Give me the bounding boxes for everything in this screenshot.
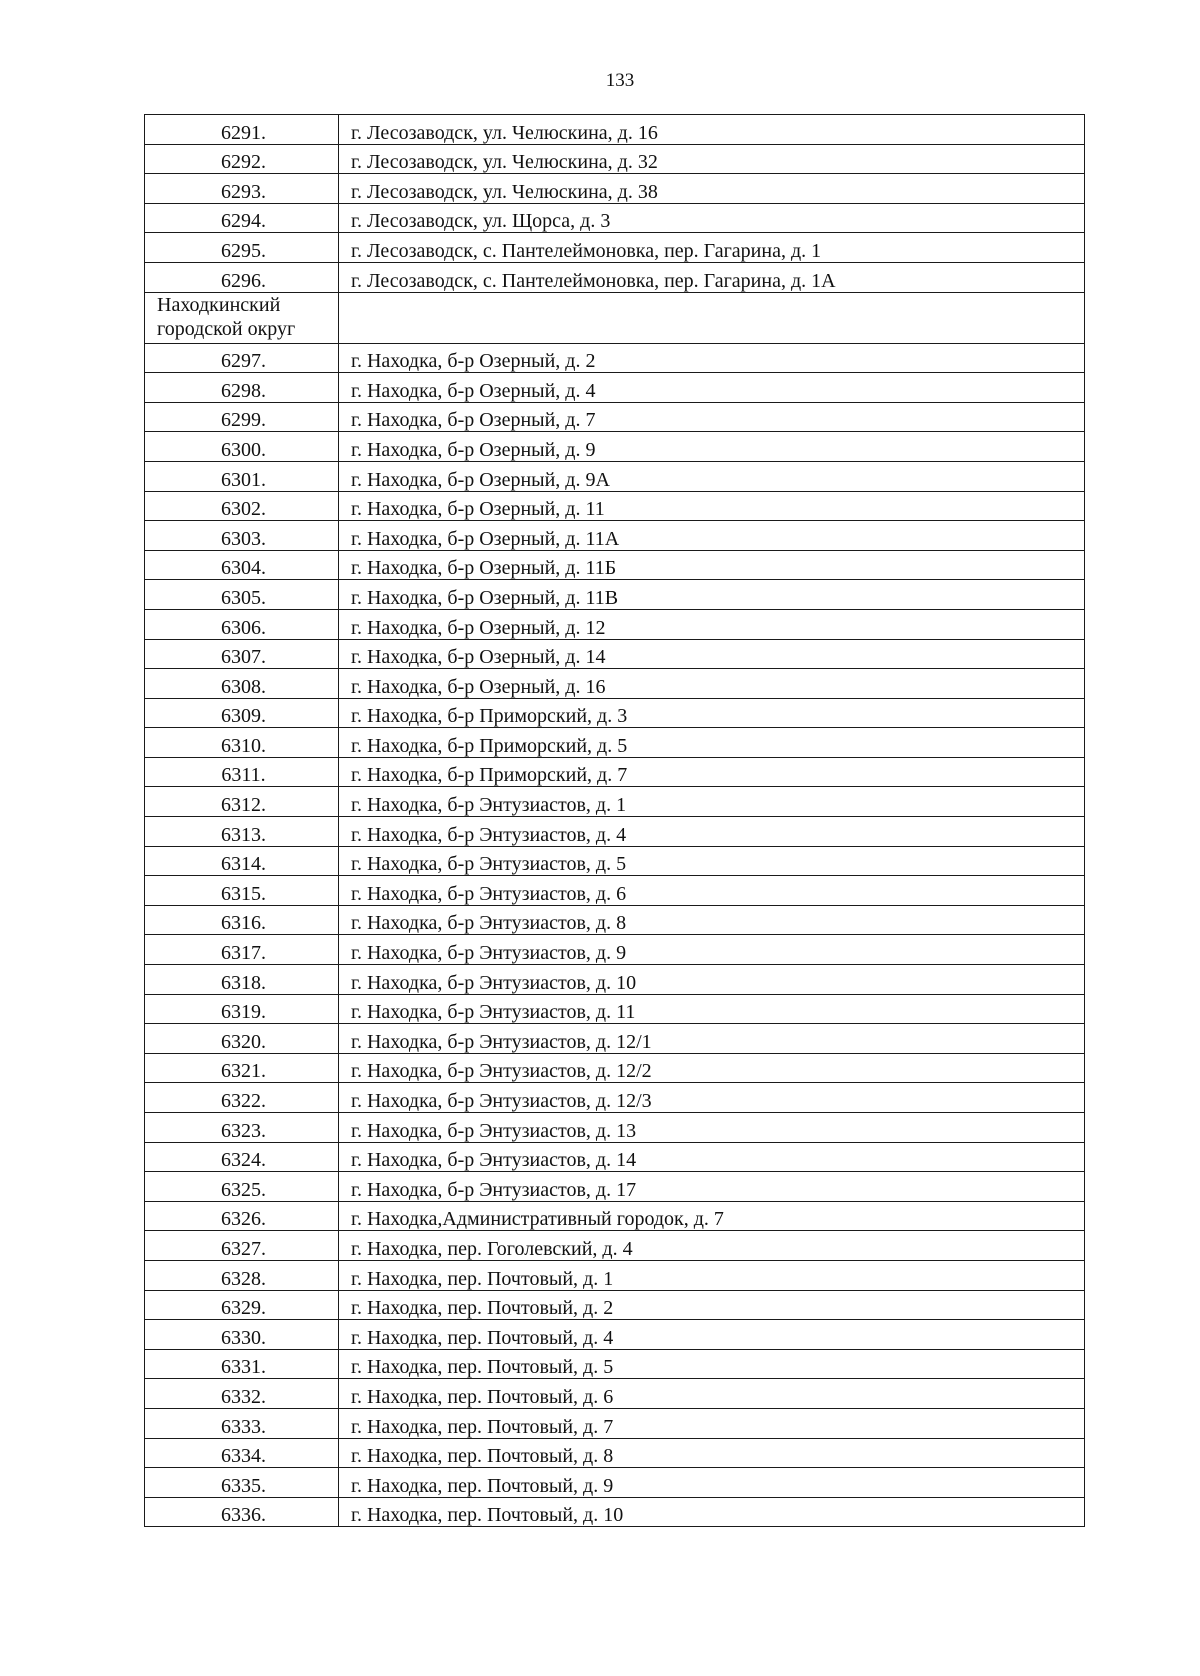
table-row — [145, 609, 1085, 639]
row-address-cell: г. Находка, б-р Озерный, д. 14 — [339, 639, 1085, 669]
row-address-cell: г. Находка, б-р Озерный, д. 11Б — [339, 550, 1085, 580]
table-row — [145, 757, 1085, 787]
row-number-cell: 6336. — [145, 1497, 339, 1527]
row-number-cell: 6319. — [145, 994, 339, 1024]
table-row — [145, 1260, 1085, 1290]
row-number-cell: 6317. — [145, 935, 339, 965]
section-label-cell — [145, 292, 339, 343]
table-row — [145, 965, 1085, 995]
row-number-cell: 6302. — [145, 491, 339, 521]
row-address-cell: г. Находка, б-р Энтузиастов, д. 12/2 — [339, 1053, 1085, 1083]
row-number-cell: 6307. — [145, 639, 339, 669]
row-address-cell: г. Находка, б-р Энтузиастов, д. 6 — [339, 876, 1085, 906]
row-address-cell: г. Находка, б-р Озерный, д. 12 — [339, 609, 1085, 639]
table-row — [145, 1172, 1085, 1202]
table-row — [145, 669, 1085, 699]
row-address-cell: г. Находка, б-р Озерный, д. 2 — [339, 343, 1085, 373]
row-address-cell: г. Находка, б-р Энтузиастов, д. 13 — [339, 1113, 1085, 1143]
table-row — [145, 639, 1085, 669]
section-label-line2: городской округ — [157, 317, 296, 340]
table-row — [145, 1113, 1085, 1143]
row-address-cell: г. Лесозаводск, ул. Челюскина, д. 16 — [339, 115, 1085, 145]
row-address-cell: г. Находка, б-р Энтузиастов, д. 12/3 — [339, 1083, 1085, 1113]
table-row — [145, 787, 1085, 817]
row-address-cell: г. Находка, б-р Энтузиастов, д. 5 — [339, 846, 1085, 876]
row-address-cell: г. Находка, б-р Озерный, д. 11А — [339, 521, 1085, 551]
row-address-cell: г. Находка, б-р Приморский, д. 7 — [339, 757, 1085, 787]
table-row — [145, 1024, 1085, 1054]
row-number-cell: 6333. — [145, 1408, 339, 1438]
row-address-cell: г. Находка, б-р Озерный, д. 11 — [339, 491, 1085, 521]
table-row — [145, 846, 1085, 876]
row-address-cell: г. Находка, пер. Почтовый, д. 7 — [339, 1408, 1085, 1438]
table-row — [145, 1290, 1085, 1320]
row-number-cell: 6318. — [145, 965, 339, 995]
table-row — [145, 1497, 1085, 1527]
address-table — [144, 114, 1085, 1527]
row-address-cell: г. Лесозаводск, с. Пантелеймоновка, пер. Гагарина, д. 1 — [339, 233, 1085, 263]
row-address-cell: г. Находка, б-р Энтузиастов, д. 17 — [339, 1172, 1085, 1202]
row-address-cell: г. Лесозаводск, ул. Челюскина, д. 32 — [339, 144, 1085, 174]
row-number-cell: 6325. — [145, 1172, 339, 1202]
row-number-cell: 6330. — [145, 1320, 339, 1350]
row-number-cell: 6310. — [145, 728, 339, 758]
table-body-top — [145, 115, 1085, 293]
row-number-cell: 6329. — [145, 1290, 339, 1320]
row-number-cell: 6323. — [145, 1113, 339, 1143]
row-number-cell: 6296. — [145, 262, 339, 292]
page-number: 133 — [605, 70, 635, 91]
row-number-cell: 6326. — [145, 1201, 339, 1231]
table-body-bottom — [145, 343, 1085, 1527]
table-row — [145, 1201, 1085, 1231]
row-address-cell: г. Находка,Административный городок, д. 7 — [339, 1201, 1085, 1231]
table-row — [145, 550, 1085, 580]
row-address-cell: г. Находка, пер. Почтовый, д. 1 — [339, 1260, 1085, 1290]
row-number-cell: 6334. — [145, 1438, 339, 1468]
table-row — [145, 1468, 1085, 1498]
table-row — [145, 1320, 1085, 1350]
row-address-cell: г. Находка, пер. Почтовый, д. 6 — [339, 1379, 1085, 1409]
table-row — [145, 817, 1085, 847]
row-address-cell: г. Находка, пер. Почтовый, д. 8 — [339, 1438, 1085, 1468]
row-number-cell: 6306. — [145, 609, 339, 639]
row-address-cell: г. Находка, б-р Энтузиастов, д. 14 — [339, 1142, 1085, 1172]
row-number-cell: 6312. — [145, 787, 339, 817]
row-number-cell: 6311. — [145, 757, 339, 787]
row-address-cell: г. Находка, б-р Энтузиастов, д. 9 — [339, 935, 1085, 965]
table-row — [145, 1053, 1085, 1083]
row-number-cell: 6327. — [145, 1231, 339, 1261]
row-number-cell: 6301. — [145, 461, 339, 491]
row-number-cell: 6332. — [145, 1379, 339, 1409]
address-table-container — [144, 114, 1084, 1527]
row-number-cell: 6305. — [145, 580, 339, 610]
table-row — [145, 174, 1085, 204]
row-address-cell: г. Находка, б-р Приморский, д. 5 — [339, 728, 1085, 758]
table-row — [145, 203, 1085, 233]
table-row — [145, 580, 1085, 610]
table-row — [145, 461, 1085, 491]
table-row — [145, 1083, 1085, 1113]
table-row — [145, 1231, 1085, 1261]
row-address-cell: г. Находка, пер. Почтовый, д. 9 — [339, 1468, 1085, 1498]
row-address-cell: г. Находка, пер. Почтовый, д. 5 — [339, 1349, 1085, 1379]
table-row — [145, 728, 1085, 758]
row-address-cell: г. Находка, б-р Озерный, д. 11В — [339, 580, 1085, 610]
section-label-line1: Находкинский — [157, 293, 281, 316]
table-row — [145, 115, 1085, 145]
row-number-cell: 6328. — [145, 1260, 339, 1290]
row-address-cell: г. Находка, б-р Энтузиастов, д. 11 — [339, 994, 1085, 1024]
section-row — [145, 292, 1085, 343]
row-address-cell: г. Находка, б-р Энтузиастов, д. 8 — [339, 905, 1085, 935]
row-address-cell: г. Находка, б-р Озерный, д. 9 — [339, 432, 1085, 462]
row-number-cell: 6298. — [145, 373, 339, 403]
table-row — [145, 262, 1085, 292]
table-row — [145, 905, 1085, 935]
row-address-cell: г. Находка, пер. Гоголевский, д. 4 — [339, 1231, 1085, 1261]
row-number-cell: 6295. — [145, 233, 339, 263]
table-row — [145, 491, 1085, 521]
row-address-cell: г. Находка, пер. Почтовый, д. 10 — [339, 1497, 1085, 1527]
table-row — [145, 1142, 1085, 1172]
table-row — [145, 373, 1085, 403]
row-number-cell: 6291. — [145, 115, 339, 145]
table-row — [145, 876, 1085, 906]
row-address-cell: г. Находка, б-р Энтузиастов, д. 10 — [339, 965, 1085, 995]
table-row — [145, 1379, 1085, 1409]
row-number-cell: 6324. — [145, 1142, 339, 1172]
table-row — [145, 233, 1085, 263]
row-number-cell: 6314. — [145, 846, 339, 876]
row-number-cell: 6321. — [145, 1053, 339, 1083]
table-row — [145, 935, 1085, 965]
row-address-cell: г. Лесозаводск, ул. Челюскина, д. 38 — [339, 174, 1085, 204]
row-number-cell: 6293. — [145, 174, 339, 204]
row-number-cell: 6331. — [145, 1349, 339, 1379]
table-row — [145, 1408, 1085, 1438]
row-address-cell: г. Находка, б-р Энтузиастов, д. 4 — [339, 817, 1085, 847]
row-address-cell: г. Находка, пер. Почтовый, д. 2 — [339, 1290, 1085, 1320]
row-number-cell: 6303. — [145, 521, 339, 551]
row-number-cell: 6313. — [145, 817, 339, 847]
section-body — [145, 292, 1085, 343]
row-address-cell: г. Находка, б-р Энтузиастов, д. 12/1 — [339, 1024, 1085, 1054]
table-row — [145, 521, 1085, 551]
table-row — [145, 343, 1085, 373]
table-row — [145, 1438, 1085, 1468]
row-number-cell: 6322. — [145, 1083, 339, 1113]
row-number-cell: 6300. — [145, 432, 339, 462]
row-number-cell: 6315. — [145, 876, 339, 906]
row-number-cell: 6304. — [145, 550, 339, 580]
row-number-cell: 6299. — [145, 402, 339, 432]
row-number-cell: 6292. — [145, 144, 339, 174]
row-address-cell: г. Находка, б-р Озерный, д. 9А — [339, 461, 1085, 491]
row-number-cell: 6320. — [145, 1024, 339, 1054]
row-address-cell: г. Находка, пер. Почтовый, д. 4 — [339, 1320, 1085, 1350]
table-row — [145, 1349, 1085, 1379]
row-number-cell: 6297. — [145, 343, 339, 373]
row-address-cell: г. Лесозаводск, ул. Щорса, д. 3 — [339, 203, 1085, 233]
row-address-cell: г. Находка, б-р Энтузиастов, д. 1 — [339, 787, 1085, 817]
row-number-cell: 6308. — [145, 669, 339, 699]
row-number-cell: 6294. — [145, 203, 339, 233]
row-address-cell: г. Лесозаводск, с. Пантелеймоновка, пер. Гагарина, д. 1А — [339, 262, 1085, 292]
table-row — [145, 994, 1085, 1024]
table-row — [145, 144, 1085, 174]
table-row — [145, 698, 1085, 728]
row-number-cell: 6335. — [145, 1468, 339, 1498]
row-number-cell: 6316. — [145, 905, 339, 935]
section-empty-cell — [339, 292, 1085, 343]
table-row — [145, 432, 1085, 462]
row-address-cell: г. Находка, б-р Озерный, д. 4 — [339, 373, 1085, 403]
row-address-cell: г. Находка, б-р Приморский, д. 3 — [339, 698, 1085, 728]
row-number-cell: 6309. — [145, 698, 339, 728]
table-row — [145, 402, 1085, 432]
row-address-cell: г. Находка, б-р Озерный, д. 16 — [339, 669, 1085, 699]
row-address-cell: г. Находка, б-р Озерный, д. 7 — [339, 402, 1085, 432]
